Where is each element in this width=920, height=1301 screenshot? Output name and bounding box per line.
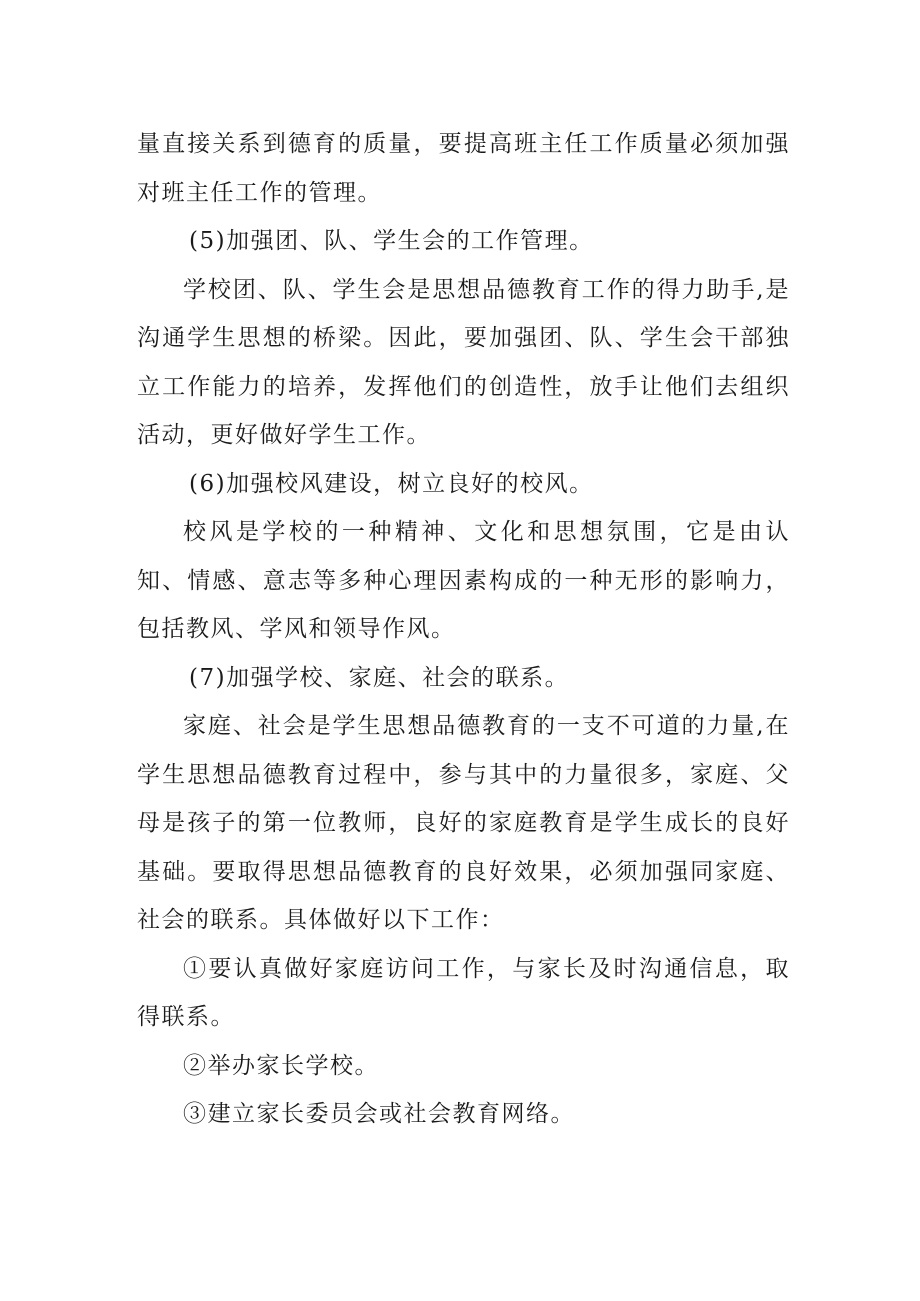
heading-school-spirit: (6)加强校风建设，树立良好的校风。: [189, 470, 594, 497]
document-body: [137, 120, 790, 1139]
paragraph-class-teacher-management: 量直接关系到德育的质量，要提高班主任工作质量必须加强对班主任工作的管理。: [137, 131, 790, 206]
paragraph-school-family-society: 家庭、社会是学生思想品德教育的一支不可道的力量,在学生思想品德教育过程中，参与其中的力量很多，家庭、父母是孩子的第一位教师，良好的家庭教育是学生成长的良好基础。要取得思想品德教育的良好效果，必须加强同家庭、社会的联系。具体做好以下工作：: [137, 713, 790, 933]
list-item-parent-committee: ③建立家长委员会或社会教育网络。: [183, 1101, 575, 1127]
paragraph-school-spirit: 校风是学校的一种精神、文化和思想氛围，它是由认知、情感、意志等多种心理因素构成的一种无形的影响力，包括教风、学风和领导作风。: [137, 519, 790, 642]
heading-school-family-society: (7)加强学校、家庭、社会的联系。: [189, 664, 570, 691]
paragraph-league-team-student-union: 学校团、队、学生会是思想品德教育工作的得力助手,是沟通学生思想的桥梁。因此，要加强团、队、学生会干部独立工作能力的培养，发挥他们的创造性，放手让他们去组织活动，更好做好学生工作。: [137, 276, 790, 448]
heading-league-team-student-union: (5)加强团、队、学生会的工作管理。: [189, 228, 594, 254]
list-item-parent-school: ②举办家长学校。: [183, 1052, 379, 1079]
list-item-home-visits: ①要认真做好家庭访问工作，与家长及时沟通信息，取得联系。: [137, 955, 790, 1030]
